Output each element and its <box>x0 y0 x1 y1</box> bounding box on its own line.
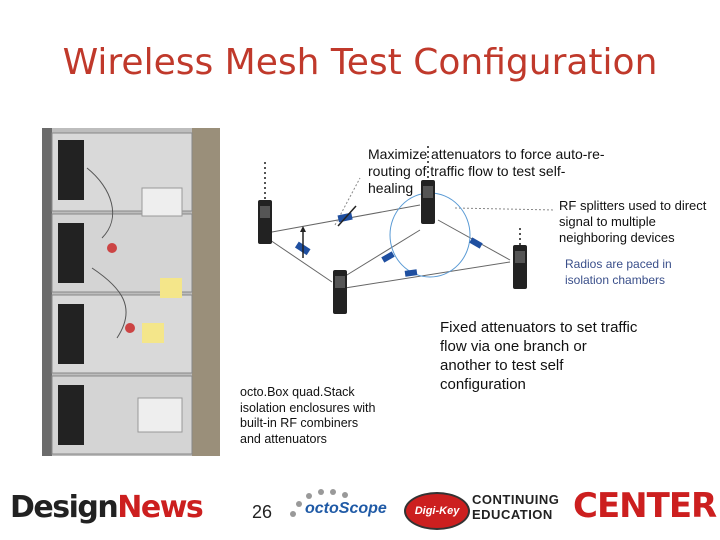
octoscope-logo-text: octoScope <box>305 500 387 517</box>
page-number: 26 <box>252 502 273 522</box>
ce-line2: EDUCATION <box>472 507 553 522</box>
designnews-logo-a: Design <box>10 490 118 525</box>
continuing-education-logo <box>472 492 559 522</box>
octoscope-logo <box>285 486 390 530</box>
annotation-radios: Radios are paced in isolation chambers <box>565 257 672 287</box>
fixed-attenuator-3 <box>405 269 418 277</box>
center-logo: CENTER <box>573 486 717 526</box>
annotation-maximize: Maximize attenuators to force auto-re-routing of traffic flow to test self-healing <box>368 146 605 196</box>
ce-line1: CONTINUING <box>472 492 560 507</box>
fixed-attenuator-2 <box>469 237 482 248</box>
designnews-logo <box>10 490 202 525</box>
annotation-octobox: octo.Box quad.Stack isolation enclosures with built-in RF combiners and attenuators <box>240 385 376 446</box>
designnews-logo-b: News <box>117 490 203 525</box>
slide-title: Wireless Mesh Test Configuration <box>62 42 658 83</box>
radio-1 <box>258 200 272 244</box>
annotation-fixed-attenuators: Fixed attenuators to set traffic flow via one branch or another to test self configuration <box>440 319 638 393</box>
radio-3 <box>333 270 347 314</box>
annotation-rf-splitters: RF splitters used to direct signal to multiple neighboring devices <box>559 198 707 245</box>
radio-4 <box>513 245 527 289</box>
digikey-logo: Digi-Key <box>404 492 470 530</box>
